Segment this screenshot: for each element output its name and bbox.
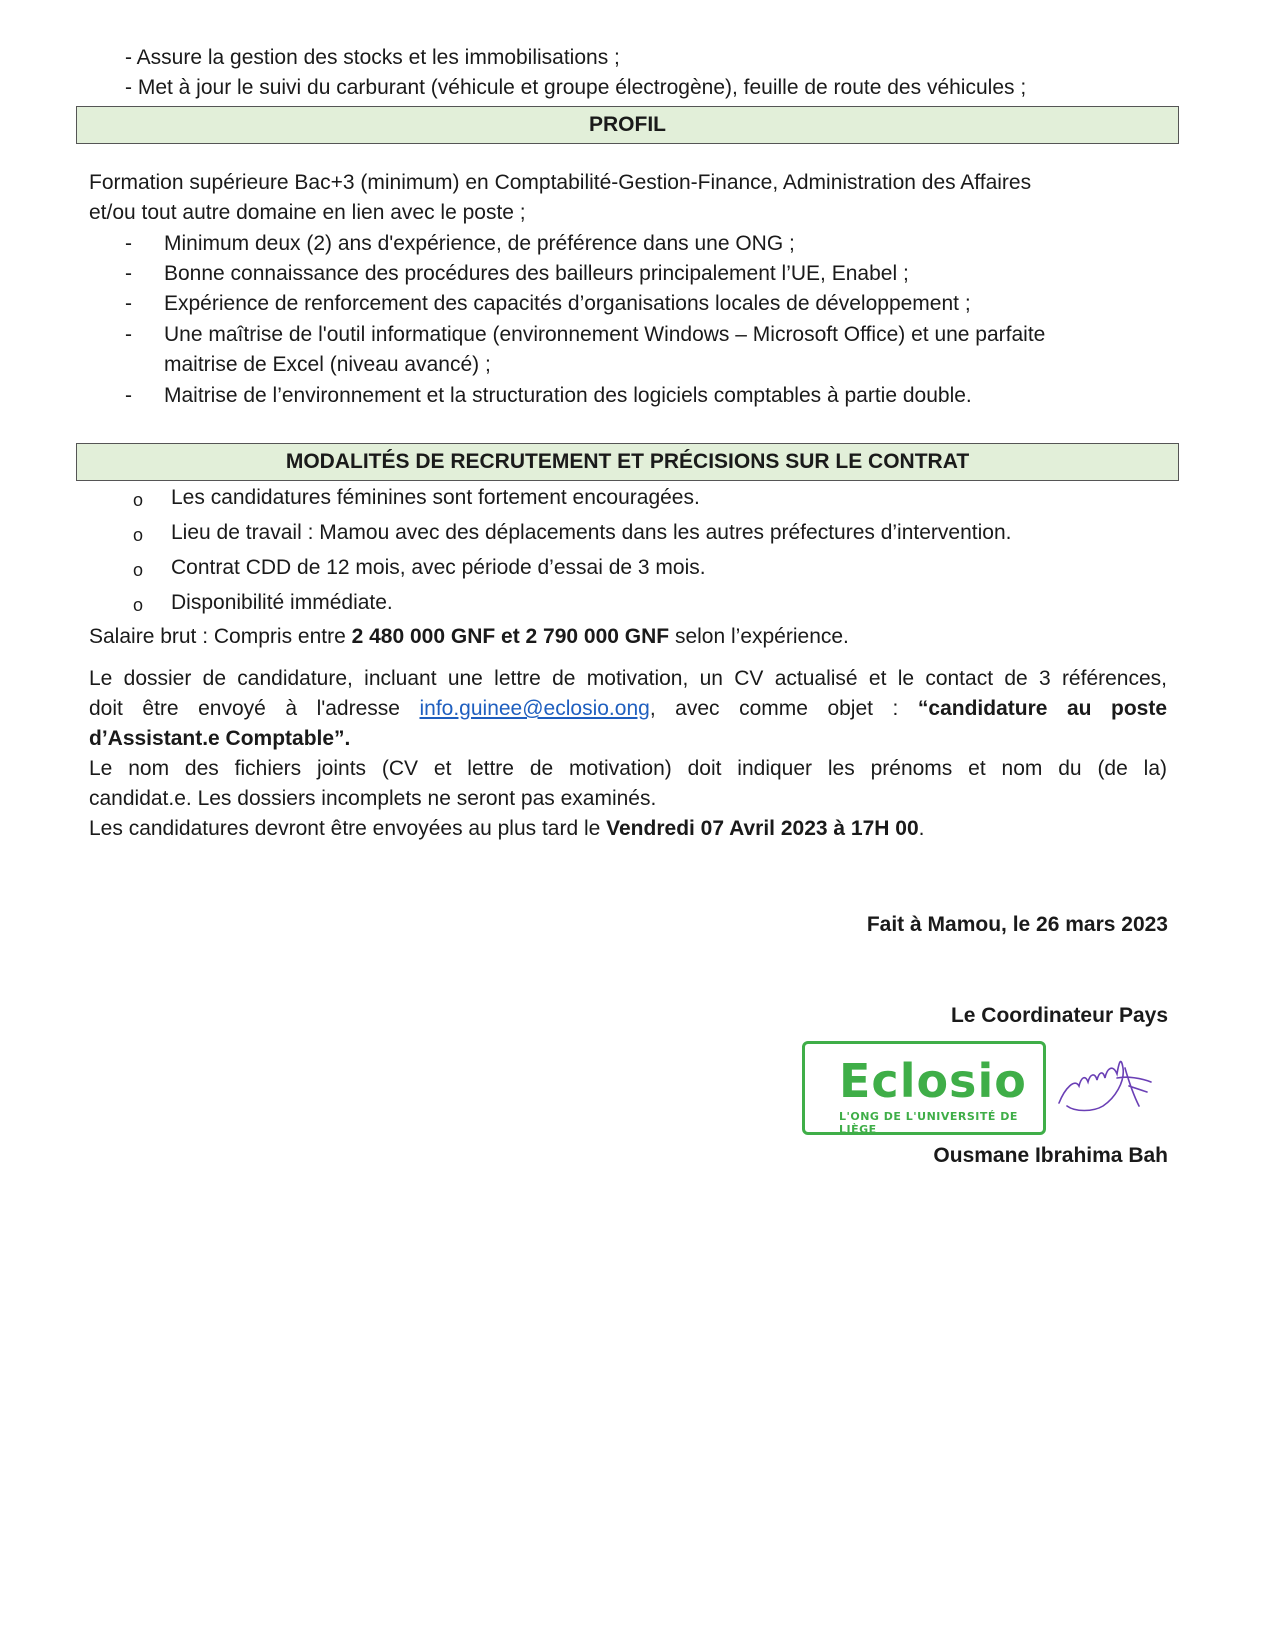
modalites-bullet: Contrat CDD de 12 mois, avec période d’essai de 3 mois.	[171, 556, 706, 579]
bullet-marker: -	[125, 232, 132, 255]
deadline-prefix: Les candidatures devront être envoyées au plus tard le	[89, 817, 607, 840]
modalites-bullet: Lieu de travail : Mamou avec des déplacements dans les autres préfectures d’intervention.	[171, 521, 1012, 544]
profil-heading: PROFIL	[76, 106, 1179, 144]
bullet-marker: -	[125, 323, 132, 346]
dossier-text: , avec comme objet :	[649, 697, 918, 720]
bullet-marker: -	[125, 262, 132, 285]
bullet-marker: -	[125, 384, 132, 407]
profil-bullet: Maitrise de l’environnement et la structuration des logiciels comptables à partie double.	[164, 384, 972, 407]
deadline-date: Vendredi 07 Avril 2023 à 17H 00	[606, 817, 919, 840]
profil-bullet: Expérience de renforcement des capacités d’organisations locales de développement ;	[164, 292, 971, 315]
dossier-line: Le dossier de candidature, incluant une lettre de motivation, un CV actualisé et le contact de 3 références,	[89, 667, 1167, 690]
salary-suffix: selon l’expérience.	[669, 625, 849, 648]
signatory-name: Ousmane Ibrahima Bah	[933, 1144, 1168, 1167]
files-line: candidat.e. Les dossiers incomplets ne seront pas examinés.	[89, 787, 657, 810]
bullet-marker: o	[133, 490, 144, 510]
subject-text-continued: d’Assistant.e Comptable”.	[89, 727, 351, 750]
bullet-marker: o	[133, 525, 144, 545]
email-link[interactable]: info.guinee@eclosio.ong	[419, 697, 650, 720]
modalites-bullet: Les candidatures féminines sont fortement encouragées.	[171, 486, 700, 509]
salary-range: 2 480 000 GNF et 2 790 000 GNF	[351, 625, 670, 648]
signatory-role: Le Coordinateur Pays	[950, 1004, 1168, 1027]
profil-intro: Formation supérieure Bac+3 (minimum) en Comptabilité-Gestion-Finance, Administration des Affaires	[89, 171, 1032, 194]
stamp-name: Eclosio	[839, 1054, 1027, 1108]
place-date: Fait à Mamou, le 26 mars 2023	[866, 913, 1168, 936]
handwritten-signature-icon	[1055, 1048, 1155, 1118]
profil-bullet: Bonne connaissance des procédures des bailleurs principalement l’UE, Enabel ;	[164, 262, 909, 285]
bullet-marker: -	[125, 292, 132, 315]
eclosio-stamp	[802, 1041, 1046, 1135]
profil-bullet: Minimum deux (2) ans d'expérience, de préférence dans une ONG ;	[164, 232, 795, 255]
files-line: Le nom des fichiers joints (CV et lettre de motivation) doit indiquer les prénoms et nom du (de la)	[89, 757, 1167, 780]
profil-intro: et/ou tout autre domaine en lien avec le poste ;	[89, 201, 526, 224]
profil-bullet-continued: maitrise de Excel (niveau avancé) ;	[164, 353, 491, 376]
task-item: - Met à jour le suivi du carburant (véhicule et groupe électrogène), feuille de route des véhicules ;	[125, 76, 1027, 99]
dossier-line	[89, 695, 1167, 723]
bullet-marker: o	[133, 560, 144, 580]
profil-bullet: Une maîtrise de l'outil informatique (environnement Windows – Microsoft Office) et une parfaite	[164, 323, 1046, 346]
salary-prefix: Salaire brut : Compris entre	[89, 625, 352, 648]
deadline-suffix: .	[918, 817, 925, 840]
bullet-marker: o	[133, 595, 144, 615]
dossier-text: doit être envoyé à l'adresse	[89, 697, 420, 720]
deadline-line	[89, 815, 924, 843]
subject-text: “candidature au poste	[917, 697, 1167, 720]
salary-line	[89, 623, 849, 651]
modalites-bullet: Disponibilité immédiate.	[171, 591, 393, 614]
task-item: - Assure la gestion des stocks et les immobilisations ;	[125, 46, 620, 69]
stamp-subtitle: L'ONG DE L'UNIVERSITÉ DE LIÈGE	[839, 1110, 1018, 1136]
modalites-heading: MODALITÉS DE RECRUTEMENT ET PRÉCISIONS SUR LE CONTRAT	[76, 443, 1179, 481]
